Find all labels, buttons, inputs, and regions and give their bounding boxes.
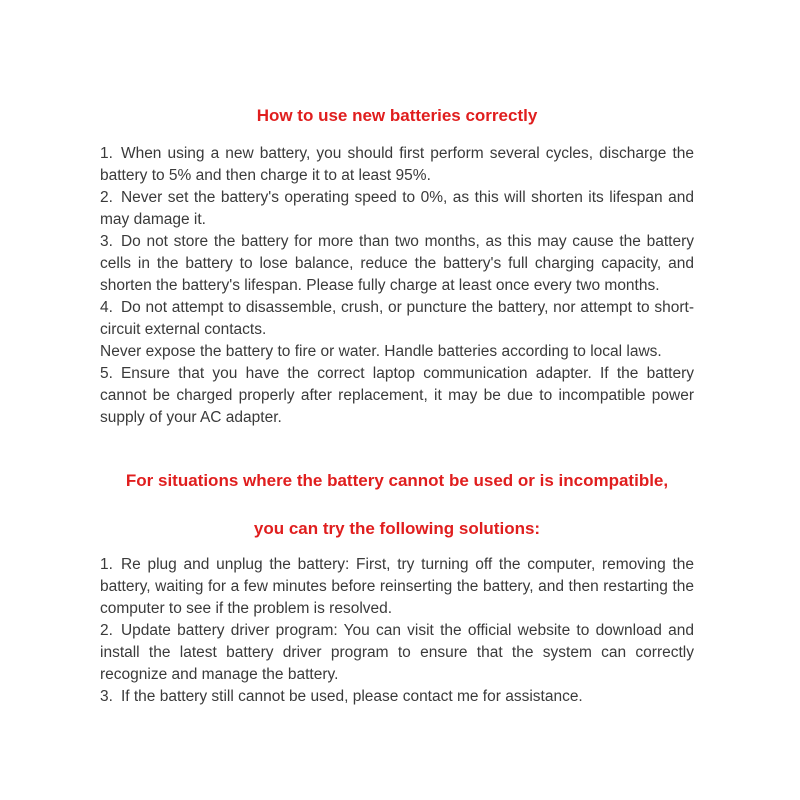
item-number: 3.	[100, 688, 113, 705]
list-item	[100, 231, 694, 297]
section1-title: How to use new batteries correctly	[256, 106, 538, 125]
item-text: When using a new battery, you should first perform several cycles, discharge the battery to 5% and then charge it to at least 95%.	[100, 145, 694, 184]
section2-heading-line1: For situations where the battery cannot be used or is incompatible,	[125, 471, 669, 490]
list-item	[100, 143, 694, 187]
item-text: Ensure that you have the correct laptop communication adapter. If the battery cannot be charged properly after replacement, it may be due to incompatible power supply of your AC adapter.	[100, 365, 694, 426]
list-item	[100, 554, 694, 620]
list-item	[100, 341, 694, 363]
list-item	[100, 620, 694, 686]
item-text: If the battery still cannot be used, please contact me for assistance.	[120, 688, 583, 705]
item-number: 4.	[100, 299, 113, 316]
item-text: Never expose the battery to fire or water. Handle batteries according to local laws.	[100, 343, 662, 360]
item-number: 3.	[100, 233, 113, 250]
item-text: Update battery driver program: You can visit the official website to download and install the latest battery driver program to ensure that the system can correctly recognize and manage the battery.	[100, 622, 694, 683]
item-number: 2.	[100, 189, 113, 206]
item-number: 1.	[100, 556, 113, 573]
section2-heading-line2: you can try the following solutions:	[253, 519, 541, 538]
item-text: Do not store the battery for more than two months, as this may cause the battery cells in the battery to lose balance, reduce the battery's full charging capacity, and shorten the battery's lifespan. Please fully charge at least once every two months.	[100, 233, 694, 294]
item-number: 1.	[100, 145, 113, 162]
item-text: Do not attempt to disassemble, crush, or puncture the battery, nor attempt to short-circuit external contacts.	[100, 299, 694, 338]
list-item	[100, 686, 694, 708]
list-item	[100, 297, 694, 341]
item-text: Never set the battery's operating speed to 0%, as this will shorten its lifespan and may damage it.	[100, 189, 694, 228]
item-number: 2.	[100, 622, 113, 639]
list-item	[100, 363, 694, 429]
item-number: 5.	[100, 365, 113, 382]
item-text: Re plug and unplug the battery: First, try turning off the computer, removing the battery, waiting for a few minutes before reinserting the battery, and then restarting the computer to see if the problem is resolved.	[100, 556, 694, 617]
list-item	[100, 187, 694, 231]
